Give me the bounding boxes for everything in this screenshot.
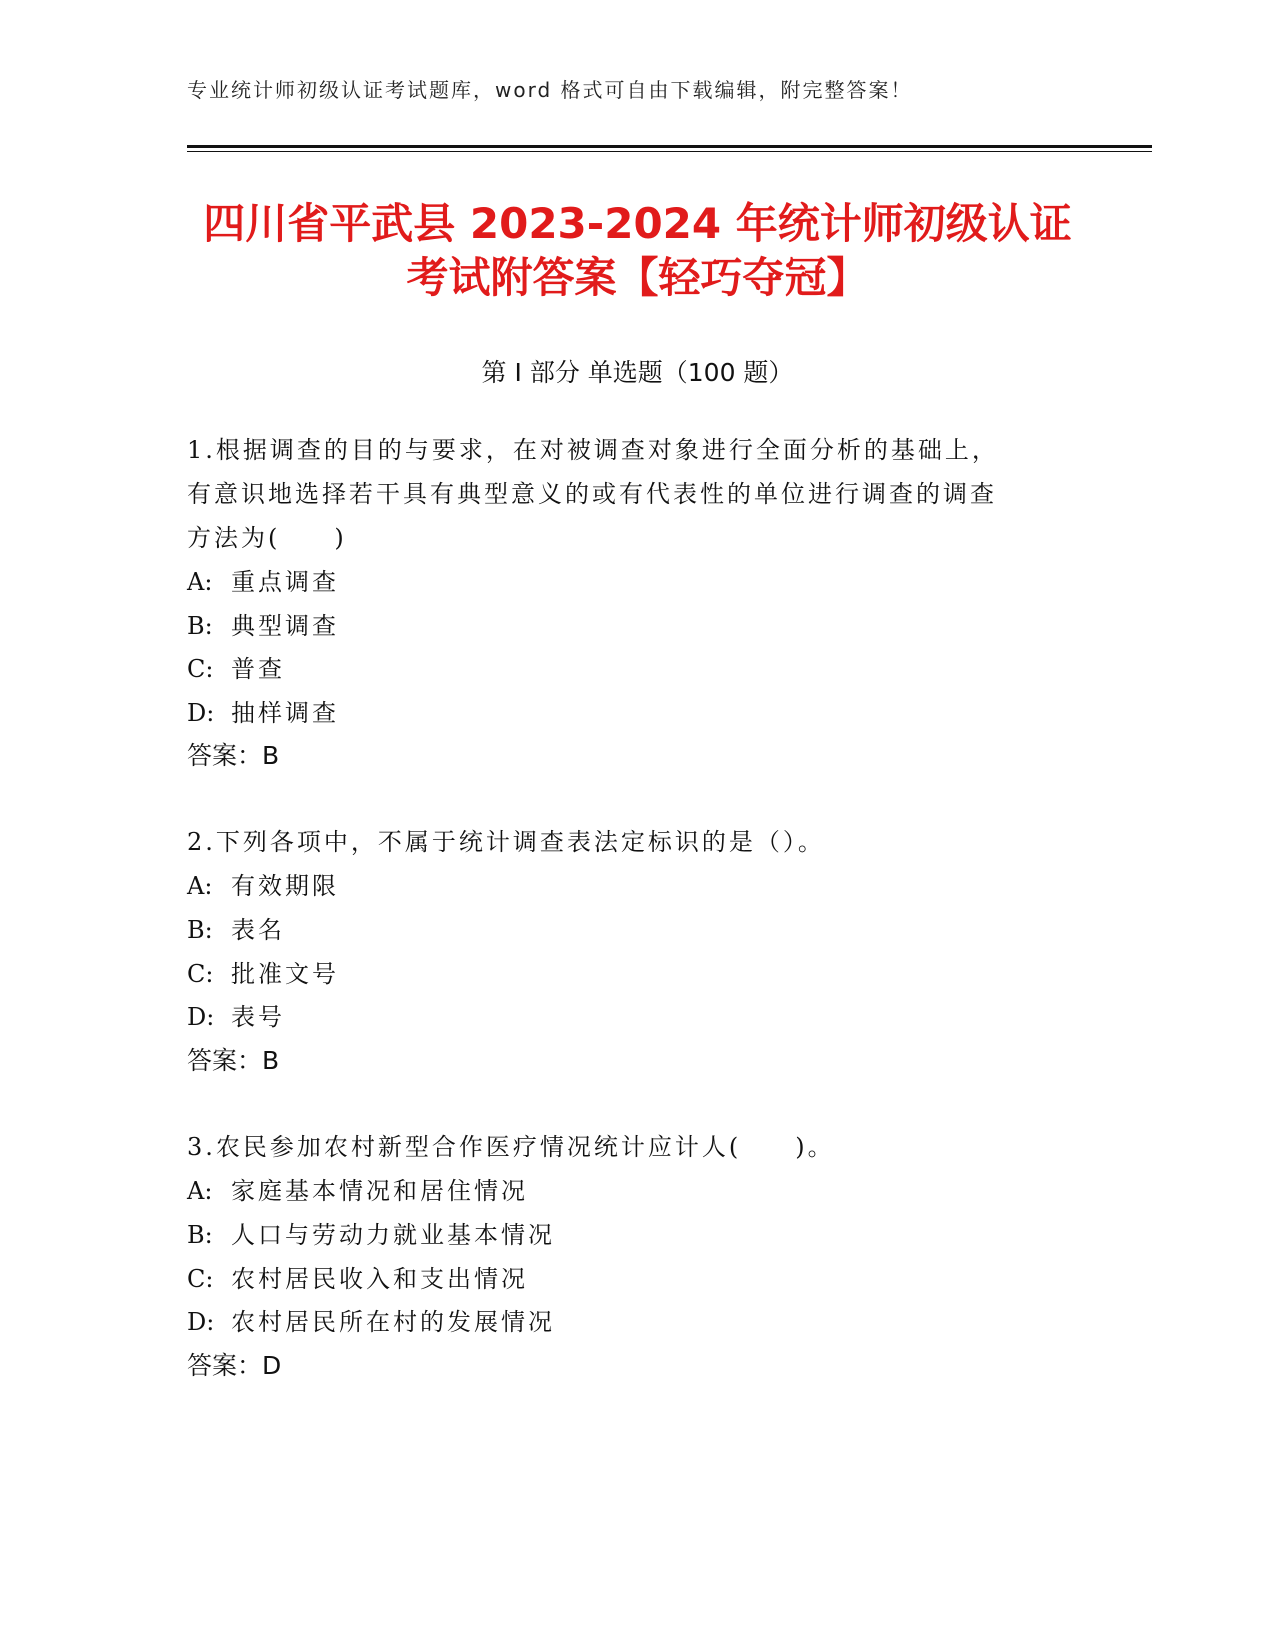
question-2-answer: 答案：B	[187, 1046, 280, 1075]
option-text: 抽样调查	[231, 699, 339, 727]
option-text: 人口与劳动力就业基本情况	[231, 1221, 555, 1249]
section-heading: 第 I 部分 单选题（100 题）	[481, 358, 794, 387]
option-text: 典型调查	[231, 612, 339, 640]
question-1-line-1: 1.根据调查的目的与要求，在对被调查对象进行全面分析的基础上，	[187, 436, 999, 464]
question-2-option-d	[187, 997, 285, 1032]
question-1-answer: 答案：B	[187, 741, 280, 770]
option-letter: D:	[187, 1003, 215, 1031]
question-2-option-b	[187, 910, 285, 945]
option-text: 农村居民收入和支出情况	[231, 1265, 528, 1293]
option-letter: C:	[187, 960, 214, 988]
question-3-answer: 答案：D	[187, 1351, 282, 1380]
question-2-option-c	[187, 954, 339, 989]
question-3-option-b	[187, 1215, 555, 1250]
option-text: 表名	[231, 916, 285, 944]
question-3-line-1: 3.农民参加农村新型合作医疗情况统计应计人( )。	[187, 1133, 835, 1161]
option-letter: C:	[187, 655, 214, 683]
option-letter: A:	[187, 568, 213, 596]
question-3-option-c	[187, 1259, 528, 1294]
question-3-option-d	[187, 1302, 555, 1337]
header-rule-thick	[187, 145, 1152, 148]
question-1-option-d	[187, 693, 339, 728]
option-text: 家庭基本情况和居住情况	[231, 1177, 528, 1205]
option-text: 农村居民所在村的发展情况	[231, 1308, 555, 1336]
question-1-line-3: 方法为( )	[187, 524, 347, 552]
header-note: 专业统计师初级认证考试题库，word 格式可自由下载编辑，附完整答案！	[187, 78, 913, 102]
option-letter: C:	[187, 1265, 214, 1293]
option-letter: B:	[187, 1221, 213, 1249]
header-rule-thin	[187, 151, 1152, 152]
option-letter: A:	[187, 1177, 213, 1205]
question-2-line-1: 2.下列各项中，不属于统计调查表法定标识的是（）。	[187, 828, 825, 856]
question-1-option-c	[187, 649, 285, 684]
option-text: 普查	[231, 655, 285, 683]
document-title-line-2: 考试附答案【轻巧夺冠】	[406, 253, 869, 302]
option-letter: B:	[187, 612, 213, 640]
question-1-line-2: 有意识地选择若干具有典型意义的或有代表性的单位进行调查的调查	[187, 480, 997, 508]
question-3-option-a	[187, 1171, 528, 1206]
question-1-option-b	[187, 606, 339, 641]
option-letter: A:	[187, 872, 213, 900]
option-text: 表号	[231, 1003, 285, 1031]
option-text: 有效期限	[231, 872, 339, 900]
option-letter: B:	[187, 916, 213, 944]
option-text: 批准文号	[231, 960, 339, 988]
question-1-option-a	[187, 562, 339, 597]
document-title-line-1: 四川省平武县 2023-2024 年统计师初级认证	[203, 199, 1072, 248]
option-letter: D:	[187, 1308, 215, 1336]
question-2-option-a	[187, 866, 339, 901]
option-text: 重点调查	[231, 568, 339, 596]
option-letter: D:	[187, 699, 215, 727]
